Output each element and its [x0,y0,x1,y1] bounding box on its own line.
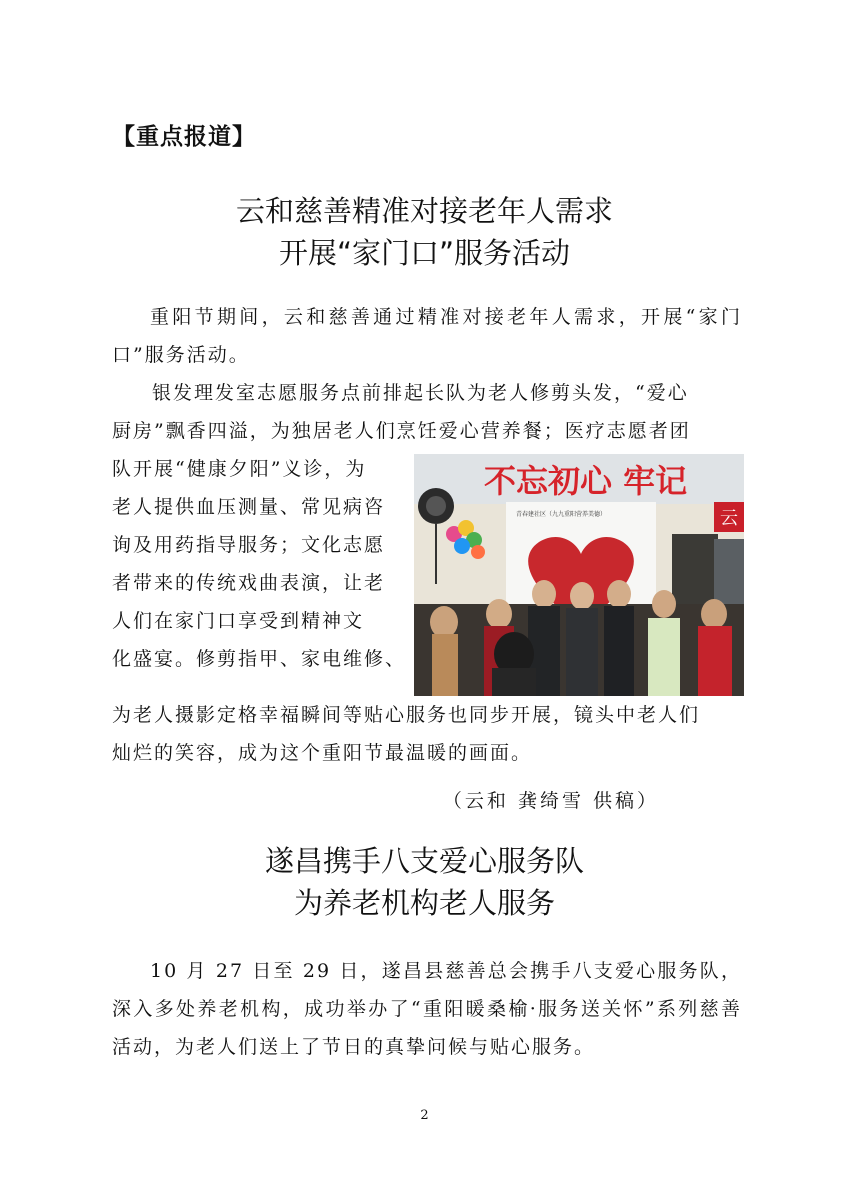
article2-title-line1: 遂昌携手八支爱心服务队 [264,844,584,878]
board-text: 青春建社区（九九重阳营养美德） [516,511,607,518]
article2-title [0,840,849,924]
paragraph-line: 灿烂的笑容，成为这个重阳节最温暖的画面。 [112,742,533,764]
paragraph-line: 人们在家门口享受到精神文 [112,610,365,632]
sign-text: 云 [720,508,738,529]
article1-paragraph-1: 重阳节期间，云和慈善通过精准对接老年人需求，开展“家门口”服务活动。 [112,306,742,366]
event-photo [414,454,744,696]
paragraph-line: 厨房”飘香四溢，为独居老人们烹饪爱心营养餐；医疗志愿者团 [112,420,691,442]
section-tag: 【重点报道】 [112,124,256,150]
article1-title [0,190,849,274]
event-photo-illustration [414,454,744,696]
paragraph-line: 化盛宴。修剪指甲、家电维修、 [112,648,407,670]
paragraph-line: 银发理发室志愿服务点前排起长队为老人修剪头发，“爱心 [152,382,689,404]
article1-title-line1: 云和慈善精准对接老年人需求 [235,194,613,228]
article1-title-line2: 开展“家门口”服务活动 [278,236,571,270]
paragraph-line: 老人提供血压测量、常见病咨 [112,496,386,518]
article2-paragraph-1: 10 月 27 日至 29 日，遂昌县慈善总会携手八支爱心服务队，深入多处养老机构，成功举办了“重阳暖桑榆·服务送关怀”系列慈善活动，为老人们送上了节日的真挚问候与贴心服务。 [112,960,742,1058]
article1-byline: （云和 龚绮雪 供稿） [442,790,659,812]
article2-title-line2: 为养老机构老人服务 [293,886,555,920]
banner-text: 不忘初心 牢记 [484,462,688,500]
page-number: 2 [420,1108,429,1123]
paragraph-line: 者带来的传统戏曲表演，让老 [112,572,386,594]
paragraph-line: 询及用药指导服务；文化志愿 [112,534,386,556]
paragraph-line: 队开展“健康夕阳”义诊，为 [112,458,367,480]
paragraph-line: 为老人摄影定格幸福瞬间等贴心服务也同步开展，镜头中老人们 [112,704,701,726]
